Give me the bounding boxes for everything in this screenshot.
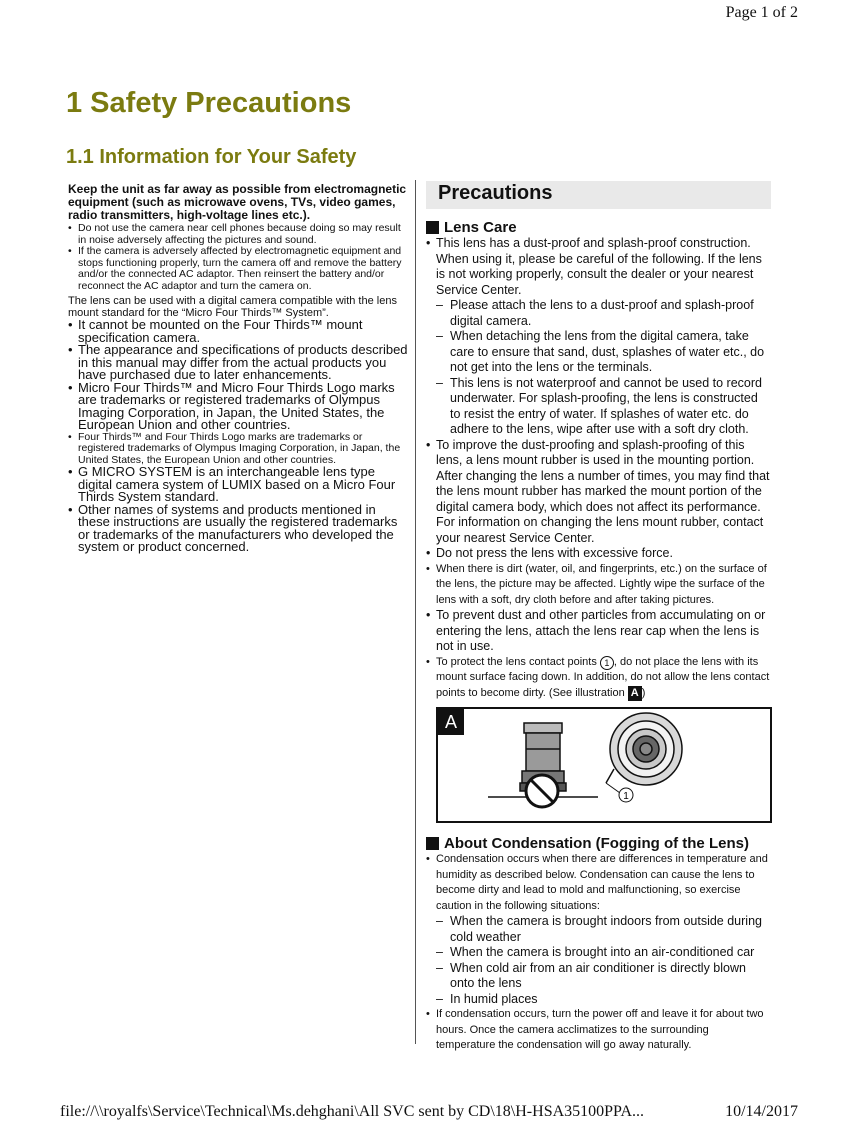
- dash-item: – When detaching the lens from the digital camera, take care to ensure that sand, dust, splashes of water etc., do not get into the lens or the terminals.: [436, 329, 771, 376]
- list-item: • When there is dirt (water, oil, and fingerprints, etc.) on the surface of the lens, the picture may be affected. Lightly wipe the surface of the lens with a soft, dry cloth before and after taking pictures.: [426, 562, 771, 609]
- list-item: • To improve the dust-proofing and splash-proofing of this lens, a lens mount rubber is used in the mounting portion. After changing the lens a number of times, you may find that the lens mount rubber has marked the mount portion of the digital camera body, which does not affect its performance. For information on changing the lens mount rubber, contact your nearest Service Center.: [426, 438, 771, 547]
- lens-mount-icon: [606, 713, 682, 785]
- list-item: • Micro Four Thirds™ and Micro Four Thirds Logo marks are trademarks or registered trademarks of Olympus Imaging Corporation, in Japan, the United States, the European Union and other countries.: [68, 382, 408, 432]
- list-item-text: , do not place the lens with its mount surface facing down. In addition, do not allow the lens contact points to become dirty. (See illustration: [436, 655, 770, 699]
- section-title: 1 Safety Precautions: [66, 87, 352, 119]
- list-item: • The appearance and specifications of products described in this manual may differ from the actual products you have purchased due to later enhancements.: [68, 344, 408, 382]
- right-column: [426, 180, 771, 1054]
- list-item: • It cannot be mounted on the Four Thirds™ mount specification camera.: [68, 319, 408, 344]
- list-item-text: Condensation occurs when there are differences in temperature and humidity as described below. Condensation can cause the lens to become dirty and lead to mold and malfunctioning, so exercise caution in the following situations:: [436, 853, 768, 912]
- emi-warning-heading: Keep the unit as far away as possible from electromagnetic equipment (such as microwave ovens, TVs, video games, radio transmitters, high-voltage lines etc.).: [68, 182, 407, 222]
- footer-date: 10/14/2017: [725, 1103, 798, 1120]
- condensation-title: About Condensation (Fogging of the Lens): [444, 835, 749, 852]
- condensation-list: [426, 852, 771, 1054]
- compatibility-paragraph: The lens can be used with a digital camera compatible with the lens mount standard for the “Micro Four Thirds™ System”.: [68, 295, 397, 319]
- lens-care-list: [426, 236, 771, 701]
- list-item: • Other names of systems and products mentioned in these instructions are usually the registered trademarks or trademarks of the manufacturers who developed the system or product concerned.: [68, 504, 408, 554]
- dash-item: – In humid places: [436, 992, 771, 1008]
- list-item: • If condensation occurs, turn the power off and leave it for about two hours. Once the camera acclimatizes to the surrounding temperature the condensation will go away naturally.: [426, 1007, 771, 1054]
- illustration-label: A: [438, 709, 464, 735]
- callout-number: 1: [600, 656, 614, 670]
- file-path-footer: file://\\royalfs\Service\Technical\Ms.dehghani\All SVC sent by CD\18\H-HSA35100PPA...: [60, 1103, 645, 1120]
- dash-item: – Please attach the lens to a dust-proof and splash-proof digital camera.: [436, 298, 771, 329]
- list-item-text: ): [641, 686, 646, 699]
- condensation-heading: [426, 835, 771, 852]
- subsection-title: 1.1 Information for Your Safety: [66, 146, 357, 168]
- illustration-ref-badge: A: [628, 686, 642, 701]
- list-item: • G MICRO SYSTEM is an interchangeable lens type digital camera system of LUMIX based on a Micro Four Thirds System standard.: [68, 466, 408, 504]
- dash-item: – When cold air from an air conditioner is directly blown onto the lens: [436, 961, 771, 992]
- list-item: • Do not use the camera near cell phones because doing so may result in noise adversely affecting the pictures and sound.: [68, 223, 408, 246]
- callout-number: 1: [623, 791, 629, 802]
- emi-bullet-list: [68, 223, 408, 292]
- condensation-dash-list: [436, 914, 771, 1007]
- square-bullet-icon: [426, 837, 439, 850]
- column-divider: [415, 180, 416, 1044]
- page-number: Page 1 of 2: [725, 4, 798, 21]
- lens-care-dash-list: [436, 298, 771, 438]
- dash-item: – When the camera is brought into an air-conditioned car: [436, 945, 771, 961]
- callout-pointer: [606, 783, 633, 802]
- list-item: • Four Thirds™ and Four Thirds Logo marks are trademarks or registered trademarks of Olympus Imaging Corporation, in Japan, the United States, the European Union and other countries.: [68, 432, 408, 467]
- prohibited-icon: [526, 775, 558, 807]
- square-bullet-icon: [426, 221, 439, 234]
- compatibility-bullet-list: [68, 319, 408, 554]
- list-item: • Do not press the lens with excessive force.: [426, 546, 771, 562]
- lens-care-heading: [426, 219, 771, 236]
- precautions-heading: Precautions: [426, 181, 771, 209]
- lens-illustration: [438, 709, 770, 821]
- list-item: [426, 655, 771, 702]
- dash-item: – When the camera is brought indoors from outside during cold weather: [436, 914, 771, 945]
- dash-item: – This lens is not waterproof and cannot be used to record underwater. For splash-proofing, the lens is constructed to resist the entry of water. If splashes of water etc. do adhere to the lens, wipe after use with a soft dry cloth.: [436, 376, 771, 438]
- list-item: [426, 236, 771, 438]
- list-item: [426, 852, 771, 1007]
- list-item: • To prevent dust and other particles from accumulating on or entering the lens, attach the lens rear cap when the lens is not in use.: [426, 608, 771, 655]
- left-column: [68, 183, 408, 554]
- list-item-text: To protect the lens contact points: [436, 655, 597, 668]
- list-item: • If the camera is adversely affected by electromagnetic equipment and stops functioning properly, turn the camera off and remove the battery and/or the connected AC adaptor. Then reinsert the battery and/or reconnect the AC adaptor and turn the camera on.: [68, 246, 408, 292]
- list-item-text: This lens has a dust-proof and splash-proof construction. When using it, please be careful of the following. If the lens is not working properly, consult the dealer or your nearest Service Center.: [436, 236, 762, 297]
- lens-care-title: Lens Care: [444, 219, 517, 236]
- illustration-a: [436, 707, 772, 823]
